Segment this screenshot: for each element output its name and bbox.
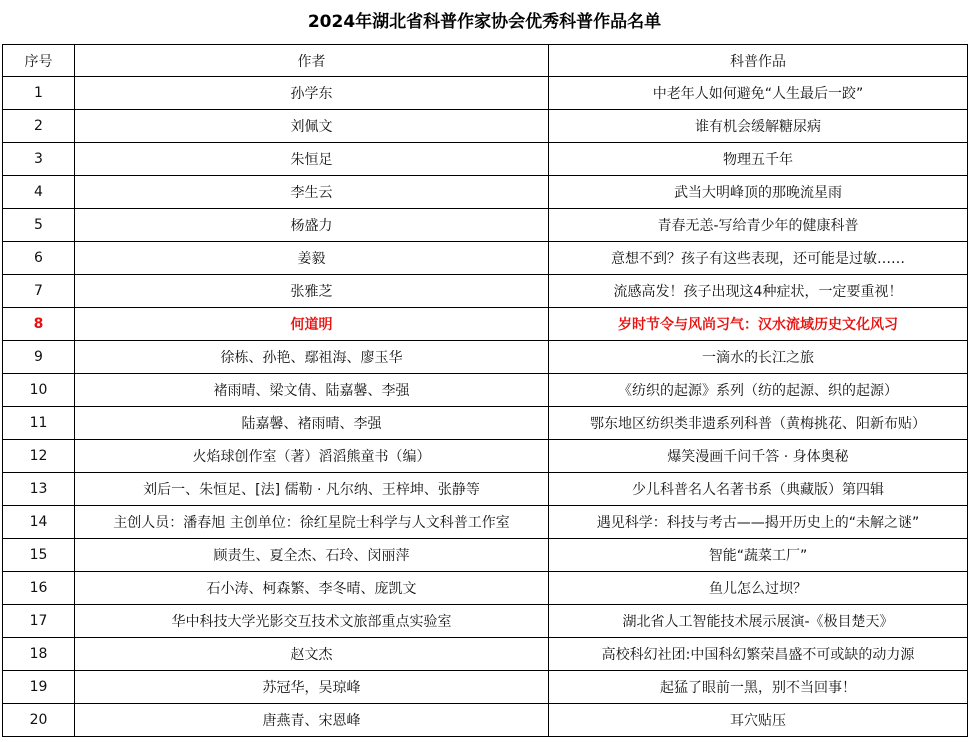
row-number-cell[interactable]: 14 (3, 506, 75, 539)
work-title-cell[interactable]: 物理五千年 (549, 143, 968, 176)
table-row (3, 176, 968, 209)
work-title-cell[interactable]: 智能“蔬菜工厂” (549, 539, 968, 572)
column-header-number[interactable]: 序号 (3, 45, 75, 77)
table-row (3, 440, 968, 473)
table-row (3, 539, 968, 572)
author-cell[interactable]: 唐燕青、宋恩峰 (75, 704, 549, 737)
table-row (3, 572, 968, 605)
row-number-cell[interactable]: 8 (3, 308, 75, 341)
row-number-cell[interactable]: 6 (3, 242, 75, 275)
table-row (3, 341, 968, 374)
row-number-cell[interactable]: 16 (3, 572, 75, 605)
table-row (3, 374, 968, 407)
table-row (3, 143, 968, 176)
work-title-cell[interactable]: 一滴水的长江之旅 (549, 341, 968, 374)
author-cell[interactable]: 姜毅 (75, 242, 549, 275)
work-title-cell[interactable]: 谁有机会缓解糖尿病 (549, 110, 968, 143)
work-title-cell[interactable]: 意想不到？孩子有这些表现，还可能是过敏…… (549, 242, 968, 275)
row-number-cell[interactable]: 13 (3, 473, 75, 506)
row-number-cell[interactable]: 1 (3, 77, 75, 110)
row-number-cell[interactable]: 2 (3, 110, 75, 143)
author-cell[interactable]: 华中科技大学光影交互技术文旅部重点实验室 (75, 605, 549, 638)
table-row (3, 275, 968, 308)
row-number-cell[interactable]: 17 (3, 605, 75, 638)
author-cell[interactable]: 徐栋、孙艳、鄢祖海、廖玉华 (75, 341, 549, 374)
row-number-cell[interactable]: 5 (3, 209, 75, 242)
row-number-cell[interactable]: 11 (3, 407, 75, 440)
author-cell[interactable]: 张雅芝 (75, 275, 549, 308)
author-cell[interactable]: 赵文杰 (75, 638, 549, 671)
row-number-cell[interactable]: 7 (3, 275, 75, 308)
table-row (3, 308, 968, 341)
row-number-cell[interactable]: 18 (3, 638, 75, 671)
work-title-cell[interactable]: 耳穴贴压 (549, 704, 968, 737)
table-row (3, 704, 968, 737)
author-cell[interactable]: 石小涛、柯森繁、李冬晴、庞凯文 (75, 572, 549, 605)
work-title-cell[interactable]: 流感高发！孩子出现这4种症状，一定要重视！ (549, 275, 968, 308)
author-cell[interactable]: 苏冠华，吴琼峰 (75, 671, 549, 704)
row-number-cell[interactable]: 4 (3, 176, 75, 209)
work-title-cell[interactable]: 起猛了眼前一黑，别不当回事！ (549, 671, 968, 704)
row-number-cell[interactable]: 20 (3, 704, 75, 737)
row-number-cell[interactable]: 9 (3, 341, 75, 374)
author-cell[interactable]: 何道明 (75, 308, 549, 341)
author-cell[interactable]: 李生云 (75, 176, 549, 209)
table-row (3, 506, 968, 539)
award-list-table (2, 44, 968, 737)
sheet-bottom-edge (0, 738, 970, 742)
table-row (3, 671, 968, 704)
row-number-cell[interactable]: 12 (3, 440, 75, 473)
work-title-cell[interactable]: 青春无恙-写给青少年的健康科普 (549, 209, 968, 242)
work-title-cell[interactable]: 湖北省人工智能技术展示展演-《极目楚天》 (549, 605, 968, 638)
table-row (3, 77, 968, 110)
work-title-cell[interactable]: 《纺织的起源》系列（纺的起源、织的起源） (549, 374, 968, 407)
work-title-cell[interactable]: 爆笑漫画千问千答 · 身体奥秘 (549, 440, 968, 473)
table-row (3, 242, 968, 275)
author-cell[interactable]: 刘后一、朱恒足、[法] 儒勒 · 凡尔纳、王梓坤、张静等 (75, 473, 549, 506)
work-title-cell[interactable]: 遇见科学：科技与考古——揭开历史上的“未解之谜” (549, 506, 968, 539)
table-row (3, 473, 968, 506)
table-row (3, 605, 968, 638)
row-number-cell[interactable]: 15 (3, 539, 75, 572)
author-cell[interactable]: 顾责生、夏全杰、石玲、闵丽萍 (75, 539, 549, 572)
work-title-cell[interactable]: 中老年人如何避免“人生最后一跤” (549, 77, 968, 110)
column-header-work[interactable]: 科普作品 (549, 45, 968, 77)
work-title-cell[interactable]: 武当大明峰顶的那晚流星雨 (549, 176, 968, 209)
author-cell[interactable]: 主创人员：潘春旭 主创单位：徐红星院士科学与人文科普工作室 (75, 506, 549, 539)
table-body (3, 77, 968, 737)
table-row (3, 638, 968, 671)
header-row (3, 45, 968, 77)
author-cell[interactable]: 杨盛力 (75, 209, 549, 242)
row-number-cell[interactable]: 10 (3, 374, 75, 407)
column-header-author[interactable]: 作者 (75, 45, 549, 77)
row-number-cell[interactable]: 19 (3, 671, 75, 704)
author-cell[interactable]: 朱恒足 (75, 143, 549, 176)
author-cell[interactable]: 褚雨晴、梁文倩、陆嘉馨、李强 (75, 374, 549, 407)
page-title: 2024年湖北省科普作家协会优秀科普作品名单 (307, 12, 662, 32)
table-row (3, 209, 968, 242)
table-row (3, 110, 968, 143)
author-cell[interactable]: 火焰球创作室（著）滔滔熊童书（编） (75, 440, 549, 473)
work-title-cell[interactable]: 鄂东地区纺织类非遗系列科普（黄梅挑花、阳新布贴） (549, 407, 968, 440)
author-cell[interactable]: 陆嘉馨、褚雨晴、李强 (75, 407, 549, 440)
author-cell[interactable]: 孙学东 (75, 77, 549, 110)
work-title-cell[interactable]: 高校科幻社团:中国科幻繁荣昌盛不可或缺的动力源 (549, 638, 968, 671)
row-number-cell[interactable]: 3 (3, 143, 75, 176)
work-title-cell[interactable]: 少儿科普名人名著书系（典藏版）第四辑 (549, 473, 968, 506)
author-cell[interactable]: 刘佩文 (75, 110, 549, 143)
work-title-cell[interactable]: 岁时节令与风尚习气：汉水流域历史文化风习 (549, 308, 968, 341)
work-title-cell[interactable]: 鱼儿怎么过坝？ (549, 572, 968, 605)
table-row (3, 407, 968, 440)
